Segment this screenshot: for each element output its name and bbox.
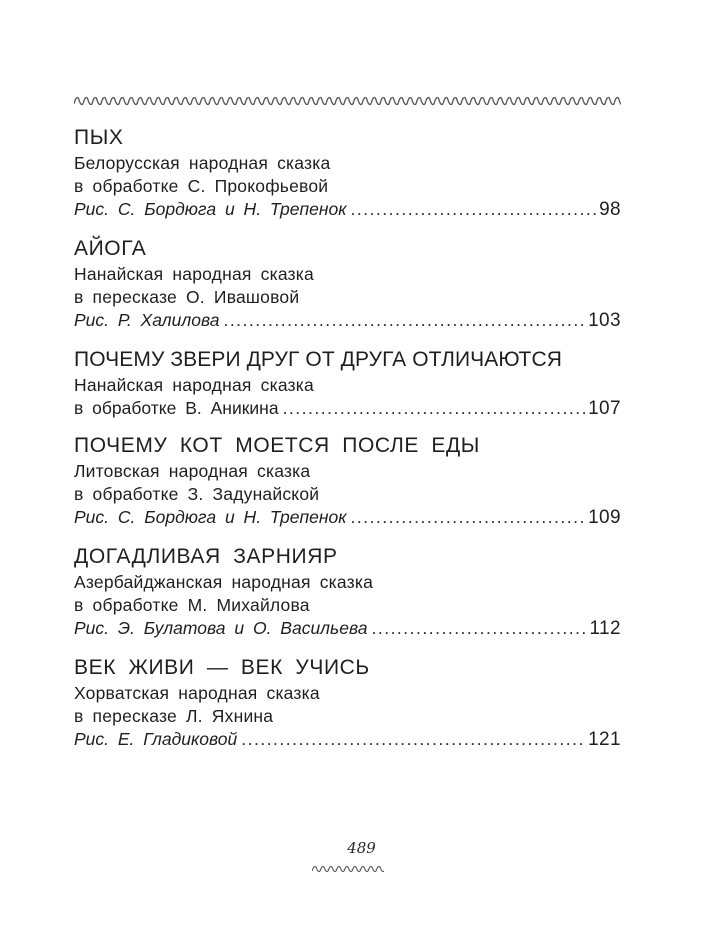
entry-title: ПЫХ: [74, 126, 124, 149]
page-number: 121: [588, 729, 621, 750]
entry-credit-row[interactable]: [74, 309, 621, 332]
bottom-wave-ornament: [312, 864, 384, 874]
entry-title: ПОЧЕМУ КОТ МОЕТСЯ ПОСЛЕ ЕДЫ: [74, 434, 480, 457]
entry-credit-row[interactable]: [74, 728, 621, 751]
page-number: 98: [599, 199, 621, 220]
dot-leader: [283, 397, 586, 420]
entry-origin: Нанайская народная сказка: [74, 264, 314, 284]
entry-origin: Нанайская народная сказка: [74, 375, 314, 395]
entry-origin: Азербайджанская народная сказка: [74, 572, 374, 592]
entry-title: АЙОГА: [74, 237, 147, 260]
entry-credit-row[interactable]: [74, 198, 621, 221]
toc-entry-clever-zarniyar: [74, 543, 621, 640]
page-number: 112: [589, 618, 621, 639]
toc-entry-pykh: [74, 124, 621, 221]
illustrator-credit: Рис. Е. Гладиковой: [74, 729, 238, 749]
entry-credit-row[interactable]: [74, 506, 621, 529]
entry-title: ПОЧЕМУ ЗВЕРИ ДРУГ ОТ ДРУГА ОТЛИЧАЮТСЯ: [74, 348, 562, 371]
entry-credit-row[interactable]: [74, 617, 621, 640]
dot-leader: [371, 617, 586, 640]
entry-origin: Литовская народная сказка: [74, 461, 311, 481]
folio-page-number: 489: [347, 839, 376, 857]
toc-entry-ayoga: [74, 235, 621, 332]
adaptation-credit: в обработке В. Аникина: [74, 398, 279, 418]
page-number: 107: [588, 398, 621, 419]
illustrator-credit: Рис. Р. Халилова: [74, 310, 220, 330]
entry-credit-row[interactable]: [74, 397, 621, 420]
dot-leader: [350, 198, 596, 221]
entry-title: ВЕК ЖИВИ — ВЕК УЧИСЬ: [74, 656, 370, 679]
entry-adaptation: в обработке З. Задунайской: [74, 484, 320, 504]
illustrator-credit: Рис. Э. Булатова и О. Васильева: [74, 618, 368, 638]
table-of-contents: [74, 124, 621, 751]
entry-adaptation: в пересказе О. Ивашовой: [74, 287, 300, 307]
entry-adaptation: в пересказе Л. Яхнина: [74, 706, 274, 726]
page-number: 103: [588, 310, 621, 331]
entry-title: ДОГАДЛИВАЯ ЗАРНИЯР: [74, 545, 338, 568]
toc-entry-why-cat-washes: [74, 432, 621, 529]
illustrator-credit: Рис. С. Бордюга и Н. Трепенок: [74, 199, 347, 219]
entry-adaptation: в обработке М. Михайлова: [74, 595, 310, 615]
toc-entry-why-animals-differ: [74, 346, 621, 420]
toc-entry-live-and-learn: [74, 654, 621, 751]
entry-adaptation: в обработке С. Прокофьевой: [74, 176, 329, 196]
entry-origin: Хорватская народная сказка: [74, 683, 320, 703]
dot-leader: [223, 309, 585, 332]
top-wave-ornament: [74, 94, 621, 108]
dot-leader: [350, 506, 585, 529]
page-number: 109: [588, 507, 621, 528]
illustrator-credit: Рис. С. Бордюга и Н. Трепенок: [74, 507, 347, 527]
dot-leader: [241, 728, 585, 751]
entry-origin: Белорусская народная сказка: [74, 153, 331, 173]
